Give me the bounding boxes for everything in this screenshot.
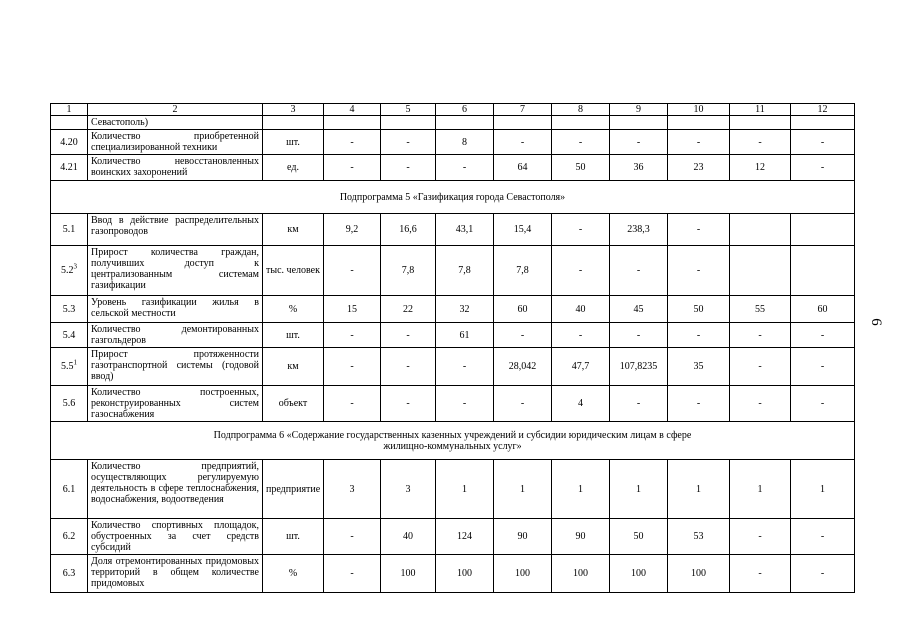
value-cell: - [791, 348, 855, 386]
column-number-cell: 10 [668, 104, 730, 116]
table-row [51, 519, 855, 555]
column-number-cell: 1 [51, 104, 88, 116]
column-number-cell: 5 [381, 104, 436, 116]
row-number-cell [51, 214, 88, 246]
row-number: 4.21 [60, 162, 78, 173]
value-cell: 12 [730, 155, 791, 181]
value-cell: 124 [436, 519, 494, 555]
row-number-cell [51, 130, 88, 155]
value-cell: - [324, 155, 381, 181]
value-cell: - [494, 130, 552, 155]
empty-cell [263, 116, 324, 130]
empty-cell [51, 116, 88, 130]
section-title [51, 422, 855, 460]
table-row [51, 296, 855, 323]
page-number: 6 [868, 318, 884, 326]
row-number-cell [51, 296, 88, 323]
column-number-cell: 7 [494, 104, 552, 116]
table-row [51, 214, 855, 246]
value-cell: 3 [324, 460, 381, 519]
row-number-cell [51, 246, 88, 296]
indicator-name-cell: Количество приобретенной специализированной техники [88, 130, 263, 155]
value-cell: 90 [552, 519, 610, 555]
continuation-text: Севастополь) [88, 116, 263, 130]
empty-cell [324, 116, 381, 130]
row-number-cell [51, 348, 88, 386]
unit-cell: шт. [263, 519, 324, 555]
value-cell: 50 [552, 155, 610, 181]
footnote-marker: 1 [73, 358, 77, 367]
table-row [51, 155, 855, 181]
value-cell: - [610, 246, 668, 296]
empty-cell [436, 116, 494, 130]
value-cell: 7,8 [494, 246, 552, 296]
value-cell: 1 [552, 460, 610, 519]
value-cell: 7,8 [381, 246, 436, 296]
value-cell: - [436, 348, 494, 386]
value-cell: - [610, 130, 668, 155]
value-cell: - [668, 386, 730, 422]
value-cell: - [552, 214, 610, 246]
column-number-row [51, 104, 855, 116]
indicator-name-cell: Количество предприятий, осуществляющих регулируемую деятельность в сфере теплоснабжения, водоснабжения, водоотведения [88, 460, 263, 519]
value-cell: 107,8235 [610, 348, 668, 386]
value-cell: 16,6 [381, 214, 436, 246]
indicator-name-cell: Доля отремонтированных придомовых территорий в общем количестве придомовых [88, 555, 263, 593]
row-number: 6.1 [62, 483, 76, 495]
value-cell: 35 [668, 348, 730, 386]
row-number: 5.4 [62, 329, 76, 341]
value-cell: - [324, 130, 381, 155]
value-cell: 100 [668, 555, 730, 593]
value-cell: 238,3 [610, 214, 668, 246]
unit-cell: км [263, 348, 324, 386]
unit-cell: шт. [263, 323, 324, 348]
table-body [51, 104, 855, 593]
value-cell: 7,8 [436, 246, 494, 296]
column-number-cell: 8 [552, 104, 610, 116]
value-cell: 4 [552, 386, 610, 422]
row-number-cell [51, 155, 88, 181]
value-cell: - [324, 386, 381, 422]
value-cell: 100 [552, 555, 610, 593]
indicators-table [50, 103, 855, 593]
value-cell: - [730, 348, 791, 386]
value-cell: - [324, 519, 381, 555]
value-cell [791, 214, 855, 246]
column-number-cell: 2 [88, 104, 263, 116]
value-cell: 1 [436, 460, 494, 519]
value-cell: 50 [668, 296, 730, 323]
indicator-name-cell: Прирост количества граждан, получивших доступ к централизованным системам газификации [88, 246, 263, 296]
value-cell: - [791, 555, 855, 593]
continuation-row [51, 116, 855, 130]
empty-cell [791, 116, 855, 130]
value-cell: - [436, 155, 494, 181]
value-cell: - [730, 323, 791, 348]
value-cell: 32 [436, 296, 494, 323]
value-cell: - [730, 555, 791, 593]
value-cell [791, 246, 855, 296]
row-number: 5.1 [62, 224, 76, 235]
indicator-name-cell: Прирост протяженности газотранспортной системы (годовой ввод) [88, 348, 263, 386]
column-number-cell: 3 [263, 104, 324, 116]
unit-cell: % [263, 296, 324, 323]
row-number: 5.3 [62, 303, 76, 315]
value-cell: - [324, 348, 381, 386]
unit-cell: предприятие [263, 460, 324, 519]
table-row [51, 555, 855, 593]
table-row [51, 386, 855, 422]
value-cell: 1 [494, 460, 552, 519]
section-title-line: Подпрограмма 5 «Газификация города Севастополя» [339, 191, 566, 203]
row-number: 6.3 [62, 568, 76, 579]
empty-cell [494, 116, 552, 130]
value-cell: 15,4 [494, 214, 552, 246]
value-cell: - [668, 246, 730, 296]
value-cell: - [381, 348, 436, 386]
value-cell: 36 [610, 155, 668, 181]
value-cell: - [610, 386, 668, 422]
table-row [51, 323, 855, 348]
value-cell: 9,2 [324, 214, 381, 246]
row-number: 5.6 [62, 398, 76, 409]
value-cell: 61 [436, 323, 494, 348]
column-number-cell: 6 [436, 104, 494, 116]
value-cell: - [324, 323, 381, 348]
table-row [51, 246, 855, 296]
section-title-line: жилищно-коммунальных услуг» [383, 440, 522, 452]
footnote-marker: 3 [73, 262, 77, 271]
value-cell: - [668, 214, 730, 246]
value-cell: - [791, 386, 855, 422]
value-cell [730, 246, 791, 296]
row-number: 5.5 [61, 361, 74, 372]
value-cell: 64 [494, 155, 552, 181]
value-cell: 28,042 [494, 348, 552, 386]
unit-cell: объект [263, 386, 324, 422]
indicator-name-cell: Уровень газификации жилья в сельской местности [88, 296, 263, 323]
value-cell: 1 [730, 460, 791, 519]
value-cell: 90 [494, 519, 552, 555]
value-cell: 3 [381, 460, 436, 519]
row-number: 4.20 [60, 136, 78, 148]
value-cell: 100 [494, 555, 552, 593]
value-cell: - [324, 555, 381, 593]
value-cell: - [791, 130, 855, 155]
value-cell: 50 [610, 519, 668, 555]
value-cell: - [494, 386, 552, 422]
unit-cell: ед. [263, 155, 324, 181]
empty-cell [668, 116, 730, 130]
value-cell: - [730, 130, 791, 155]
value-cell: 15 [324, 296, 381, 323]
value-cell: - [791, 155, 855, 181]
value-cell [730, 214, 791, 246]
row-number: 6.2 [62, 531, 76, 542]
table-row [51, 130, 855, 155]
value-cell: 100 [381, 555, 436, 593]
column-number-cell: 9 [610, 104, 668, 116]
row-number-cell [51, 555, 88, 593]
value-cell: - [381, 155, 436, 181]
value-cell: 55 [730, 296, 791, 323]
value-cell: 22 [381, 296, 436, 323]
value-cell: 100 [436, 555, 494, 593]
column-number-cell: 12 [791, 104, 855, 116]
section-title-line: Подпрограмма 6 «Содержание государственных казенных учреждений и субсидии юридическим лицам в сфере [213, 429, 692, 441]
row-number-cell [51, 519, 88, 555]
unit-cell: км [263, 214, 324, 246]
table-row [51, 348, 855, 386]
row-number-cell [51, 460, 88, 519]
empty-cell [381, 116, 436, 130]
empty-cell [610, 116, 668, 130]
empty-cell [552, 116, 610, 130]
value-cell: - [552, 130, 610, 155]
value-cell: 40 [552, 296, 610, 323]
value-cell: - [381, 386, 436, 422]
value-cell: 8 [436, 130, 494, 155]
value-cell: - [668, 130, 730, 155]
empty-cell [730, 116, 791, 130]
unit-cell: % [263, 555, 324, 593]
indicator-name-cell: Ввод в действие распределительных газопроводов [88, 214, 263, 246]
row-number-cell [51, 323, 88, 348]
value-cell: 45 [610, 296, 668, 323]
value-cell: 47,7 [552, 348, 610, 386]
value-cell: - [668, 323, 730, 348]
indicator-name-cell: Количество невосстановленных воинских захоронений [88, 155, 263, 181]
value-cell: - [730, 386, 791, 422]
value-cell: 1 [610, 460, 668, 519]
value-cell: - [791, 323, 855, 348]
value-cell: 53 [668, 519, 730, 555]
row-number: 5.2 [61, 265, 74, 276]
column-number-cell: 4 [324, 104, 381, 116]
value-cell: 1 [668, 460, 730, 519]
value-cell: - [610, 323, 668, 348]
value-cell: 60 [791, 296, 855, 323]
section-5-row [51, 181, 855, 214]
indicator-name-cell: Количество демонтированных газгольдеров [88, 323, 263, 348]
unit-cell: шт. [263, 130, 324, 155]
table-row [51, 460, 855, 519]
value-cell: 23 [668, 155, 730, 181]
value-cell: - [324, 246, 381, 296]
value-cell: - [552, 246, 610, 296]
value-cell: 100 [610, 555, 668, 593]
section-title [51, 181, 855, 214]
indicator-name-cell: Количество построенных, реконструированных систем газоснабжения [88, 386, 263, 422]
value-cell: 40 [381, 519, 436, 555]
column-number-cell: 11 [730, 104, 791, 116]
value-cell: - [436, 386, 494, 422]
value-cell: 60 [494, 296, 552, 323]
section-6-row [51, 422, 855, 460]
value-cell: - [381, 130, 436, 155]
indicator-name-cell: Количество спортивных площадок, обустроенных за счет средств субсидий [88, 519, 263, 555]
value-cell: 43,1 [436, 214, 494, 246]
row-number-cell [51, 386, 88, 422]
value-cell: - [730, 519, 791, 555]
value-cell: - [494, 323, 552, 348]
unit-cell: тыс. человек [263, 246, 324, 296]
value-cell: 1 [791, 460, 855, 519]
value-cell: - [381, 323, 436, 348]
value-cell: - [552, 323, 610, 348]
value-cell: - [791, 519, 855, 555]
